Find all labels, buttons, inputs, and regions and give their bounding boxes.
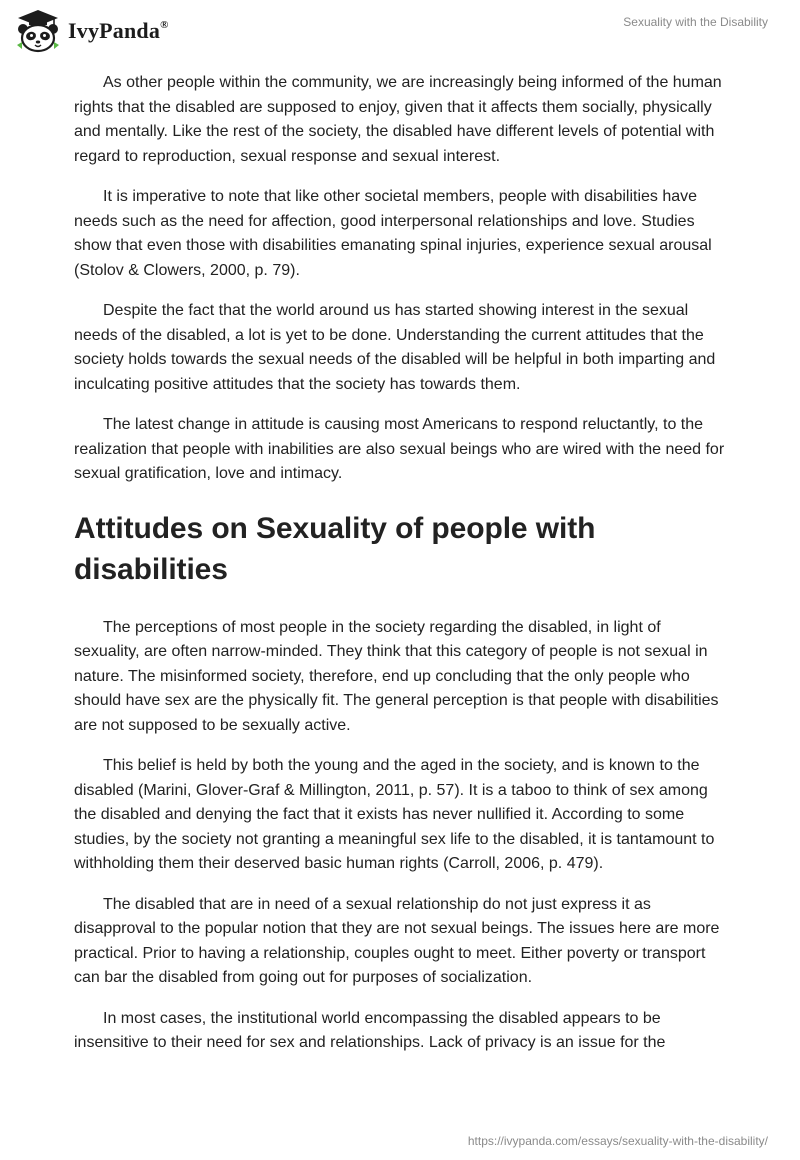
paragraph: Despite the fact that the world around us has started showing interest in the sexual needs of the disabled, a lot is yet to be done. Understanding the current attitudes that the society holds towards the sexual needs of the disabled will be helpful in both imparting and inculcating positive attitudes that the society has towards them. [74,302,716,393]
paragraph: As other people within the community, we are increasingly being informed of the human rights that the disabled are supposed to enjoy, given that it affects them socially, physically and mentally. Like the rest of the society, the disabled have different levels of potential with regard to reproduction, sexual response and sexual interest. [74,74,722,165]
section-heading: Attitudes on Sexuality of people with disabilities [74,511,596,586]
page-header [0,0,800,64]
paragraph: The latest change in attitude is causing most Americans to respond reluctantly, to the realization that people with inabilities are also sexual beings who are wired with the need for sexual gratification, love and intimacy. [74,416,725,482]
paragraph: The perceptions of most people in the society regarding the disabled, in light of sexuality, are often narrow-minded. They think that this category of people is not sexual in nature. The misinformed society, therefore, end up concluding that the only people who should have sex are the physically fit. The general perception is that people with disabilities are not supposed to be sexually active. [74,618,719,734]
brand-logo[interactable] [14,9,169,53]
panda-graduate-icon [14,9,62,53]
paragraph: It is imperative to note that like other societal members, people with disabilities have needs such as the need for affection, good interpersonal relationships and love. Studies show that even those with disabilities emanating spinal injuries, experience sexual arousal (Stolov & Clowers, 2000, p. 79). [74,188,712,279]
brand-name: IvyPanda® [68,18,169,43]
paragraph: In most cases, the institutional world encompassing the disabled appears to be insensitive to their need for sex and relationships. Lack of privacy is an issue for the [74,1009,666,1051]
essay-body [74,71,728,1072]
paragraph: The disabled that are in need of a sexual relationship do not just express it as disapproval to the popular notion that they are not sexual beings. The issues here are more practical. Prior to having a relationship, couples ought to meet. Either poverty or transport can bar the disabled from going out for purposes of socialization. [74,895,720,986]
source-url[interactable]: https://ivypanda.com/essays/sexuality-with-the-disability/ [467,1134,768,1148]
document-title: Sexuality with the Disability [623,15,768,29]
paragraph: This belief is held by both the young and the aged in the society, and is known to the disabled (Marini, Glover-Graf & Millington, 2011, p. 57). It is a taboo to think of sex among the disabled and denying the fact that it exists has never nullified it. According to some studies, by the society not granting a meaningful sex life to the disabled, it is tantamount to withholding them their deserved basic human rights (Carroll, 2006, p. 479). [74,757,715,872]
